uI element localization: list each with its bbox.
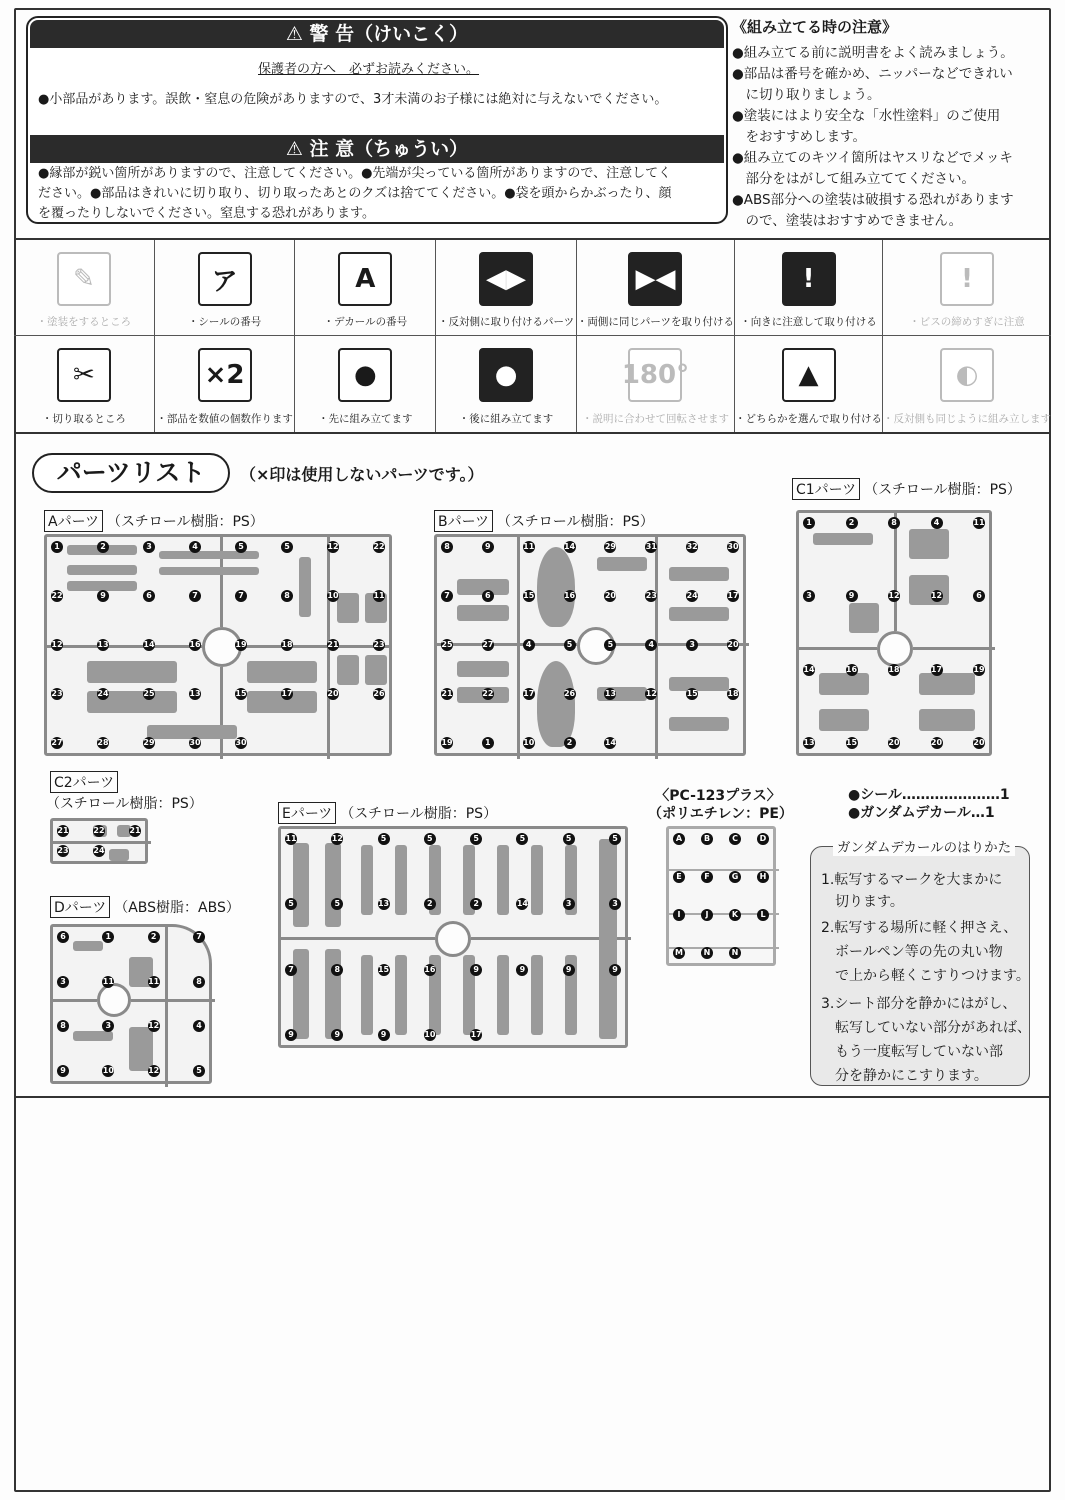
part-number-badge: 14: [563, 542, 576, 551]
assembly-note-line: ●組み立てる前に説明書をよく読みましょう。: [732, 45, 1014, 61]
legend-caption: ・どちらかを選んで取り付ける: [735, 413, 882, 425]
part-number-badge: F: [701, 871, 713, 883]
part-number-badge: 18: [727, 689, 739, 698]
decal-howto-line: 切ります。: [821, 894, 904, 910]
part-number-badge: 5: [193, 1065, 205, 1077]
pc-runner-title: 〈PC-123プラス〉: [655, 788, 781, 804]
part-number-badge: 4: [193, 1020, 205, 1032]
legend-cell: [14, 240, 155, 336]
part-number-badge: 23: [57, 846, 69, 855]
part-number-badge: 21: [327, 640, 339, 649]
part-number-badge: 32: [686, 542, 698, 551]
runner-e-material: （スチロール樹脂：PS）: [340, 806, 498, 822]
part-number-badge: 17: [727, 591, 739, 600]
part-number-badge: 16: [189, 640, 201, 649]
runner-d-material: （ABS樹脂：ABS）: [114, 900, 240, 916]
part-number-badge: 3: [143, 541, 155, 553]
part-number-badge: 22: [93, 826, 105, 835]
part-number-badge: M: [673, 947, 685, 959]
part-number-badge: 12: [888, 591, 900, 601]
part-number-badge: 12: [148, 1021, 160, 1031]
legend-cell: [436, 240, 577, 336]
legend-cell: [155, 336, 296, 432]
same-other-side-icon: ◐: [940, 348, 994, 402]
part-number-badge: 9: [97, 590, 109, 602]
runner-a-tag: Aパーツ: [44, 510, 103, 532]
decal-howto-line: ボールペン等の先の丸い物: [821, 944, 1003, 960]
assembly-note-line: ●ABS部分への塗装は破損する恐れがあります: [732, 192, 1014, 208]
runner-b-tag: Bパーツ: [434, 510, 493, 532]
part-number-badge: 9: [482, 541, 494, 553]
legend-cell: [155, 240, 296, 336]
part-number-badge: 2: [424, 898, 436, 910]
assembly-note-line: ●組み立てのキツイ箇所はヤスリなどでメッキ: [732, 150, 1013, 166]
legend-caption: ・シールの番号: [187, 316, 262, 328]
part-number-badge: 18: [281, 640, 293, 649]
part-number-badge: 16: [424, 964, 436, 974]
assemble-first-icon: ●: [338, 348, 392, 402]
legend-caption: ・ビスの締めすぎに注意: [909, 316, 1025, 328]
part-number-badge: 9: [470, 964, 482, 976]
part-number-badge: 26: [563, 689, 576, 698]
legend-caption: ・向きに注意して取り付ける: [740, 316, 877, 328]
paint-icon: ✎: [57, 252, 111, 306]
divider-bottom: [14, 1096, 1051, 1098]
part-number-badge: 11: [285, 834, 297, 843]
part-number-badge: E: [673, 871, 685, 883]
part-number-badge: 12: [327, 542, 339, 551]
part-number-badge: 22: [482, 689, 494, 698]
part-number-badge: 23: [51, 689, 63, 698]
part-number-badge: 10: [424, 1030, 436, 1039]
part-number-badge: 8: [441, 541, 453, 553]
part-number-badge: 9: [609, 964, 621, 976]
part-number-badge: N: [729, 947, 741, 959]
part-number-badge: 5: [604, 639, 616, 651]
part-number-badge: 17: [930, 664, 943, 674]
part-number-badge: 5: [564, 639, 576, 651]
runner-d-tag: Dパーツ: [50, 896, 110, 918]
part-number-badge: 26: [373, 689, 385, 698]
legend-cell: [14, 336, 155, 432]
part-number-badge: 20: [727, 640, 739, 649]
runner-e-tag: Eパーツ: [278, 802, 336, 824]
runner-c2: [50, 818, 148, 864]
part-number-badge: L: [757, 909, 769, 921]
decal-howto-line: 3.シート部分を静かにはがし、: [821, 996, 1017, 1012]
part-number-badge: 20: [327, 689, 339, 698]
decal-howto-box: [810, 840, 1031, 1086]
part-number-badge: 19: [235, 640, 247, 649]
part-number-badge: 12: [331, 834, 343, 843]
legend-caption: ・先に組み立てます: [318, 413, 413, 425]
part-number-badge: 7: [285, 964, 297, 976]
part-number-badge: 16: [563, 591, 576, 600]
runner-c1-tag: C1パーツ: [792, 478, 860, 500]
runner-e: [278, 826, 628, 1048]
part-number-badge: 15: [235, 689, 247, 698]
part-number-badge: 28: [97, 738, 109, 747]
runner-d: [50, 924, 212, 1084]
part-number-badge: 5: [516, 833, 528, 845]
part-number-badge: 2: [97, 541, 109, 553]
opposite-side-icon: ◀▶: [479, 252, 533, 306]
part-number-badge: 30: [727, 542, 739, 551]
part-number-badge: 30: [189, 738, 201, 747]
part-number-badge: 3: [102, 1020, 114, 1032]
part-number-badge: 11: [373, 591, 385, 600]
part-number-badge: 22: [373, 542, 385, 551]
legend-caption: ・塗装をするところ: [36, 316, 132, 328]
choose-icon: ▲: [782, 348, 836, 402]
decal-howto-line: で上から軽くこすりつけます。: [821, 968, 1030, 984]
part-number-badge: 3: [563, 898, 575, 910]
part-number-badge: 18: [888, 664, 900, 674]
part-number-badge: D: [757, 833, 769, 845]
runner-e-label: [278, 802, 497, 824]
part-number-badge: 14: [143, 640, 155, 649]
part-number-badge: 8: [331, 964, 343, 976]
part-number-badge: 14: [803, 664, 815, 674]
runner-c2-material: （スチロール樹脂：PS）: [46, 796, 203, 812]
part-number-badge: 12: [51, 640, 63, 649]
seal-icon: ア: [198, 252, 252, 306]
part-number-badge: 17: [523, 689, 535, 698]
part-number-badge: 4: [523, 639, 535, 651]
legend-caption: ・部品を数値の個数作ります: [156, 413, 293, 425]
part-number-badge: 16: [845, 664, 858, 674]
part-number-badge: 5: [563, 833, 575, 845]
part-number-badge: 4: [645, 639, 657, 651]
caution-line-1: ●縁部が鋭い箇所がありますので、注意してください。●先端が尖っている箇所がありますので、注意してく: [38, 166, 672, 181]
part-number-badge: 27: [51, 738, 63, 747]
part-number-badge: 5: [281, 541, 293, 553]
part-number-badge: 21: [441, 689, 453, 698]
runner-a: [44, 534, 392, 756]
part-number-badge: 8: [57, 1020, 69, 1032]
part-number-badge: 8: [888, 517, 900, 529]
part-number-badge: 30: [235, 738, 247, 747]
part-number-badge: 7: [193, 931, 205, 943]
part-number-badge: H: [757, 871, 769, 883]
legend-cell: [735, 336, 883, 432]
legend-caption: ・後に組み立てます: [458, 413, 554, 425]
part-number-badge: 21: [57, 826, 69, 835]
part-number-badge: 11: [523, 542, 535, 551]
part-number-badge: 15: [686, 689, 698, 698]
legend-cell: [577, 240, 735, 336]
runner-b: [434, 534, 746, 756]
assembly-note-line: ●塗装にはより安全な「水性塗料」のご使用: [732, 108, 1001, 124]
screw-icon: !: [940, 252, 994, 306]
runner-c1-material: （スチロール樹脂：PS）: [864, 482, 1021, 498]
part-number-badge: K: [729, 909, 741, 921]
part-number-badge: 11: [102, 976, 114, 986]
runner-c1-label: [792, 478, 1021, 500]
part-number-badge: 17: [281, 689, 293, 698]
part-number-badge: 29: [143, 738, 155, 747]
part-number-badge: N: [701, 947, 713, 959]
part-number-badge: 17: [470, 1030, 482, 1039]
warning-box: [26, 16, 728, 224]
part-number-badge: 6: [57, 931, 69, 943]
part-number-badge: 15: [523, 591, 535, 600]
part-number-badge: 9: [378, 1029, 390, 1041]
part-number-badge: 8: [281, 590, 293, 602]
part-number-badge: 5: [470, 833, 482, 845]
decal-icon: A: [338, 252, 392, 306]
part-number-badge: 15: [377, 964, 390, 974]
runner-b-label: [434, 510, 654, 532]
rotate-icon: 180°: [628, 348, 682, 402]
legend-caption: ・反対側に取り付けるパーツ: [437, 316, 575, 328]
both-sides-icon: ▶◀: [628, 252, 682, 306]
part-number-badge: 3: [803, 590, 815, 602]
runner-c2-tag: C2パーツ: [50, 771, 118, 793]
assembly-note-line: 部分をはがして組み立ててください。: [732, 171, 975, 187]
parts-list-title: パーツリスト: [32, 453, 230, 493]
part-number-badge: I: [673, 909, 685, 921]
legend-caption: ・デカールの番号: [323, 316, 408, 328]
part-number-badge: 23: [645, 591, 657, 600]
part-number-badge: 6: [143, 590, 155, 602]
part-number-badge: A: [673, 833, 685, 845]
part-number-badge: 14: [516, 899, 528, 909]
pc-runner-label: [648, 787, 793, 823]
legend-cell: [735, 240, 883, 336]
multiple-icon: ×2: [198, 348, 252, 402]
legend-caption: ・説明に合わせて回転させます: [581, 413, 729, 425]
caution-header: ⚠ 注 意（ちゅうい）: [30, 135, 724, 163]
part-number-badge: 4: [189, 541, 201, 553]
decal-howto-line: もう一度転写していない部: [821, 1044, 1003, 1060]
part-number-badge: 19: [441, 738, 453, 747]
part-number-badge: 9: [563, 964, 575, 976]
part-number-badge: 7: [235, 590, 247, 602]
decal-howto-title: ガンダムデカールのはりかた: [833, 836, 1015, 856]
part-number-badge: 2: [148, 931, 160, 943]
part-number-badge: 25: [143, 689, 155, 698]
symbol-legend: [14, 240, 1051, 434]
part-number-badge: 4: [931, 517, 943, 529]
part-number-badge: 14: [604, 738, 616, 747]
decal-howto-line: 転写していない部分があれば、: [821, 1020, 1031, 1036]
part-number-badge: 13: [803, 738, 815, 747]
runner-b-material: （スチロール樹脂：PS）: [497, 514, 654, 530]
caution-line-3: を覆ったりしないでください。窒息する恐れがあります。: [38, 206, 375, 221]
part-number-badge: C: [729, 833, 741, 845]
legend-caption: ・切り取るところ: [41, 413, 126, 425]
runner-pc: [666, 826, 776, 966]
part-number-badge: 8: [193, 976, 205, 988]
part-number-badge: 3: [609, 898, 621, 910]
part-number-badge: 9: [846, 590, 858, 602]
part-number-badge: 29: [604, 542, 616, 551]
part-number-badge: 12: [148, 1066, 160, 1075]
direction-icon: !: [782, 252, 836, 306]
part-number-badge: 13: [604, 689, 616, 698]
part-number-badge: 7: [441, 590, 453, 602]
extras-seal: ●シール…………………1: [848, 787, 1010, 803]
part-number-badge: 5: [235, 541, 247, 553]
part-number-badge: 5: [331, 898, 343, 910]
part-number-badge: 9: [285, 1029, 297, 1041]
part-number-badge: 6: [973, 590, 985, 602]
legend-caption: ・反対側も同じように組み立します: [883, 413, 1051, 425]
part-number-badge: 21: [129, 826, 141, 835]
warning-header: ⚠ 警 告（けいこく）: [30, 20, 724, 48]
extras-decal: ●ガンダムデカール…1: [848, 805, 995, 821]
part-number-badge: 20: [604, 591, 616, 600]
part-number-badge: 25: [441, 640, 453, 649]
legend-caption: ・両側に同じパーツを取り付ける: [576, 316, 734, 328]
part-number-badge: 10: [102, 1066, 114, 1075]
decal-howto-line: 1.転写するマークを大まかに: [821, 872, 1003, 888]
runner-a-label: [44, 510, 264, 532]
part-number-badge: 24: [97, 689, 109, 698]
legend-cell: [295, 240, 436, 336]
part-number-badge: 3: [686, 639, 698, 651]
part-number-badge: 10: [327, 591, 339, 600]
assembly-notes: [732, 16, 1044, 232]
part-number-badge: 20: [930, 738, 943, 747]
part-number-badge: 20: [888, 738, 900, 747]
runner-a-material: （スチロール樹脂：PS）: [107, 514, 264, 530]
part-number-badge: 31: [645, 542, 657, 551]
legend-cell: [436, 336, 577, 432]
decal-howto-line: 2.転写する場所に軽く押さえ、: [821, 920, 1018, 936]
legend-cell: [577, 336, 735, 432]
warning-text: ●小部品があります。誤飲・窒息の危険がありますので、3才未満のお子様には絶対に与えないでください。: [38, 92, 668, 107]
part-number-badge: G: [729, 871, 741, 883]
part-number-badge: 3: [57, 976, 69, 988]
part-number-badge: 9: [331, 1029, 343, 1041]
decal-howto-line: 分を静かにこすります。: [821, 1068, 988, 1084]
part-number-badge: 5: [609, 833, 621, 845]
part-number-badge: B: [701, 833, 713, 845]
part-number-badge: 6: [482, 590, 494, 602]
part-number-badge: 19: [973, 664, 985, 674]
part-number-badge: 12: [930, 591, 943, 601]
part-number-badge: 13: [189, 689, 201, 698]
runner-c2-label: [50, 771, 122, 793]
part-number-badge: 1: [51, 541, 63, 553]
warning-subtitle: 保護者の方へ 必ずお読みください。: [258, 62, 480, 77]
runner-c1: [796, 510, 992, 756]
part-number-badge: 27: [482, 640, 494, 649]
legend-cell: [295, 336, 436, 432]
part-number-badge: 9: [57, 1065, 69, 1077]
part-number-badge: 5: [285, 898, 297, 910]
legend-cell: [883, 336, 1051, 432]
assembly-note-line: に切り取りましょう。: [732, 87, 881, 103]
part-number-badge: 11: [973, 518, 985, 527]
part-number-badge: 24: [93, 846, 105, 855]
part-number-badge: 5: [378, 833, 390, 845]
part-number-badge: 1: [102, 931, 114, 943]
part-number-badge: 9: [516, 964, 528, 976]
part-number-badge: 1: [803, 517, 815, 529]
part-number-badge: 1: [482, 737, 494, 749]
part-number-badge: 24: [686, 591, 698, 600]
part-number-badge: 10: [523, 738, 535, 747]
assembly-note-line: ●部品は番号を確かめ、ニッパーなどできれい: [732, 66, 1013, 82]
part-number-badge: 23: [373, 640, 385, 649]
part-number-badge: 5: [424, 833, 436, 845]
part-number-badge: 22: [51, 591, 63, 600]
assembly-note-line: をおすすめします。: [732, 129, 867, 145]
part-number-badge: 12: [645, 689, 657, 698]
part-number-badge: 2: [846, 517, 858, 529]
part-number-badge: 13: [97, 640, 109, 649]
pc-runner-material: （ポリエチレン：PE）: [648, 806, 793, 822]
part-number-badge: 15: [845, 738, 858, 747]
part-number-badge: 7: [189, 590, 201, 602]
assembly-note-line: ので、塗装はおすすめできません。: [732, 213, 963, 229]
cut-icon: ✂: [57, 348, 111, 402]
legend-cell: [883, 240, 1051, 336]
runner-d-label: [50, 896, 240, 918]
parts-list-note: （×印は使用しないパーツです。）: [240, 465, 484, 484]
part-number-badge: 20: [973, 738, 985, 747]
extras-list: [848, 786, 1010, 822]
assemble-later-icon: ●: [479, 348, 533, 402]
assembly-notes-title: 《組み立てる時の注意》: [732, 18, 898, 36]
part-number-badge: J: [701, 909, 713, 921]
part-number-badge: 2: [564, 737, 576, 749]
part-number-badge: 13: [377, 899, 390, 909]
part-number-badge: 2: [470, 898, 482, 910]
caution-line-2: ださい。●部品はきれいに切り取り、切り取ったあとのクズは捨ててください。●袋を頭からかぶったり、顔: [38, 186, 672, 201]
part-number-badge: 11: [148, 976, 160, 986]
